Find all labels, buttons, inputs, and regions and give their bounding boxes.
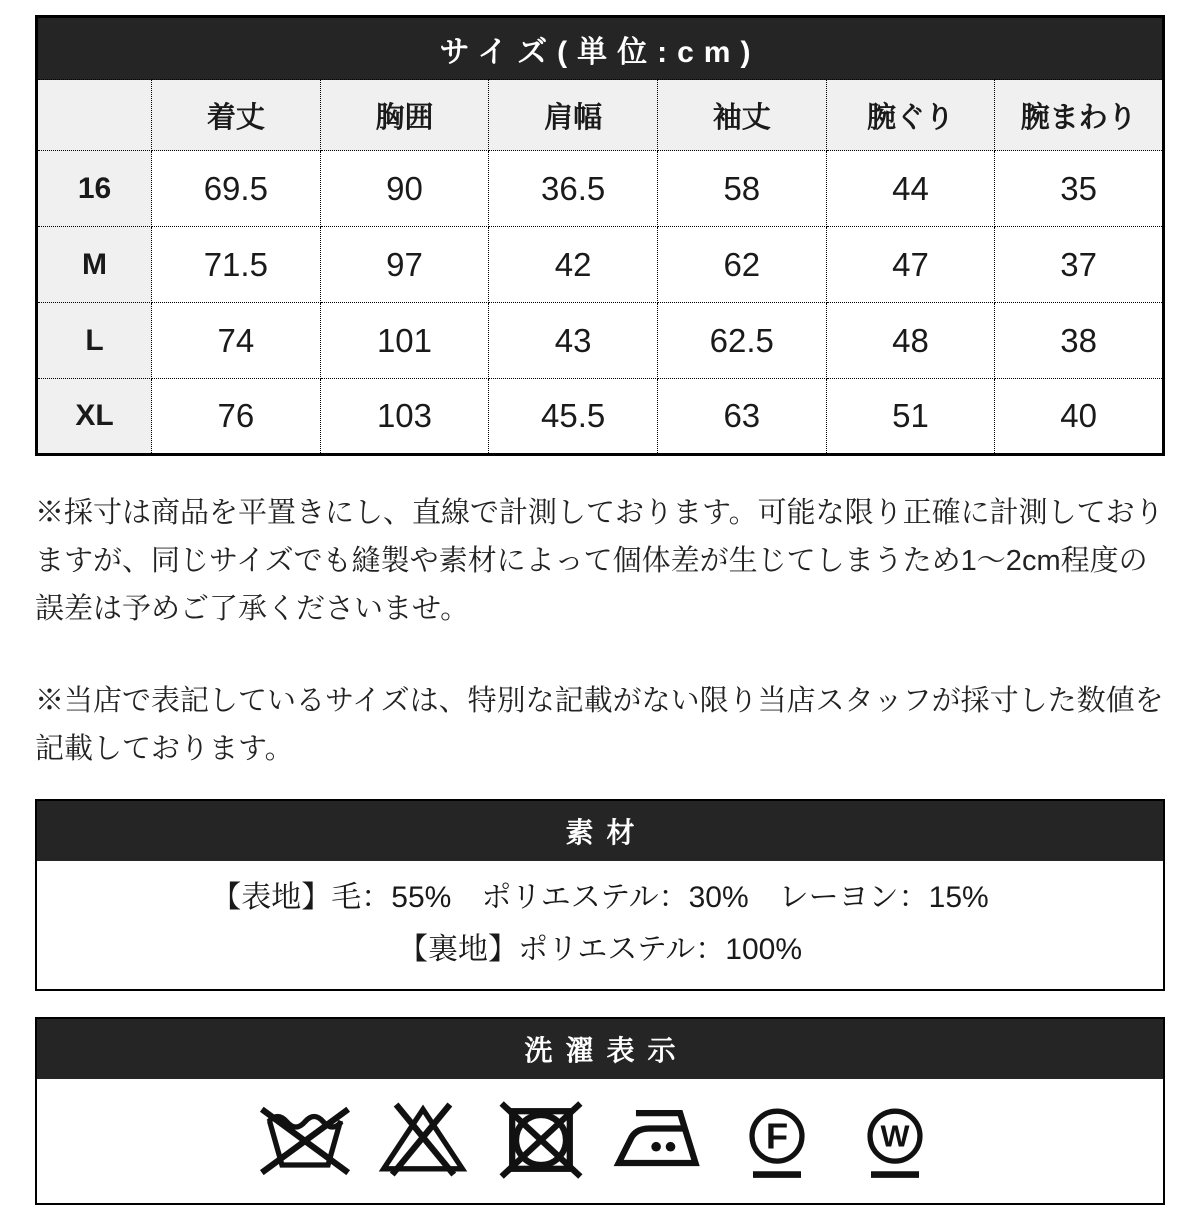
size-value: 43	[489, 303, 658, 379]
size-value: 35	[995, 151, 1164, 227]
svg-text:F: F	[765, 1115, 789, 1157]
size-value: 38	[995, 303, 1164, 379]
column-header-shoulder: 肩幅	[489, 80, 658, 151]
size-table	[35, 15, 1165, 456]
size-value: 62	[657, 227, 826, 303]
size-value: 58	[657, 151, 826, 227]
wet-clean-W-gentle-icon	[847, 1099, 943, 1181]
size-table-title-row	[37, 17, 1164, 80]
note-measurement: ※採寸は商品を平置きにし、直線で計測しております。可能な限り正確に計測しておりますが、同じサイズでも縫製や素材によって個体差が生じてしまうため1〜2cm程度の誤差は予めご了承くださいませ。	[35, 497, 1164, 625]
size-value: 62.5	[657, 303, 826, 379]
material-section	[35, 799, 1165, 991]
column-header-length: 着丈	[152, 80, 321, 151]
dry-clean-F-gentle-icon	[729, 1099, 825, 1181]
size-value: 45.5	[489, 379, 658, 455]
size-value: 101	[320, 303, 489, 379]
size-value: 47	[826, 227, 995, 303]
page	[35, 0, 1165, 1205]
do-not-bleach-icon	[375, 1099, 471, 1181]
size-value: 90	[320, 151, 489, 227]
row-label: M	[37, 227, 152, 303]
size-table-title-bar	[37, 17, 1164, 80]
size-row-xl	[37, 379, 1164, 455]
column-header-sleeve: 袖丈	[657, 80, 826, 151]
iron-medium-two-dots-icon	[611, 1099, 707, 1181]
size-value: 74	[152, 303, 321, 379]
size-table-title: サイズ(単位:cm)	[439, 35, 761, 69]
size-row-16	[37, 151, 1164, 227]
size-value: 48	[826, 303, 995, 379]
care-title-bar	[37, 1019, 1163, 1079]
corner-cell	[37, 80, 152, 151]
care-section	[35, 1017, 1165, 1205]
size-value: 40	[995, 379, 1164, 455]
do-not-tumble-dry-icon	[493, 1099, 589, 1181]
material-content	[37, 861, 1163, 989]
column-header-arm-width: 腕まわり	[995, 80, 1164, 151]
size-value: 36.5	[489, 151, 658, 227]
care-symbols	[37, 1079, 1163, 1203]
size-value: 44	[826, 151, 995, 227]
size-value: 76	[152, 379, 321, 455]
material-lining: 【裏地】ポリエステル：100%	[397, 933, 803, 966]
size-value: 97	[320, 227, 489, 303]
row-label: 16	[37, 151, 152, 227]
size-row-m	[37, 227, 1164, 303]
size-value: 42	[489, 227, 658, 303]
svg-text:W: W	[880, 1118, 910, 1154]
size-table-header-row	[37, 80, 1164, 151]
note-staff-sizing: ※当店で表記しているサイズは、特別な記載がない限り当店スタッフが採寸した数値を記載しております。	[35, 685, 1164, 765]
size-value: 69.5	[152, 151, 321, 227]
size-row-l	[37, 303, 1164, 379]
size-value: 71.5	[152, 227, 321, 303]
row-label: XL	[37, 379, 152, 455]
material-title-bar	[37, 801, 1163, 861]
size-value: 37	[995, 227, 1164, 303]
size-value: 63	[657, 379, 826, 455]
material-outer-fabric: 【表地】毛：55% ポリエステル：30% レーヨン：15%	[211, 881, 989, 914]
do-not-wash-icon	[257, 1099, 353, 1181]
size-value: 51	[826, 379, 995, 455]
size-value: 103	[320, 379, 489, 455]
material-title: 素材	[565, 817, 648, 848]
row-label: L	[37, 303, 152, 379]
column-header-armhole: 腕ぐり	[826, 80, 995, 151]
care-title: 洗濯表示	[524, 1035, 689, 1066]
column-header-chest: 胸囲	[320, 80, 489, 151]
